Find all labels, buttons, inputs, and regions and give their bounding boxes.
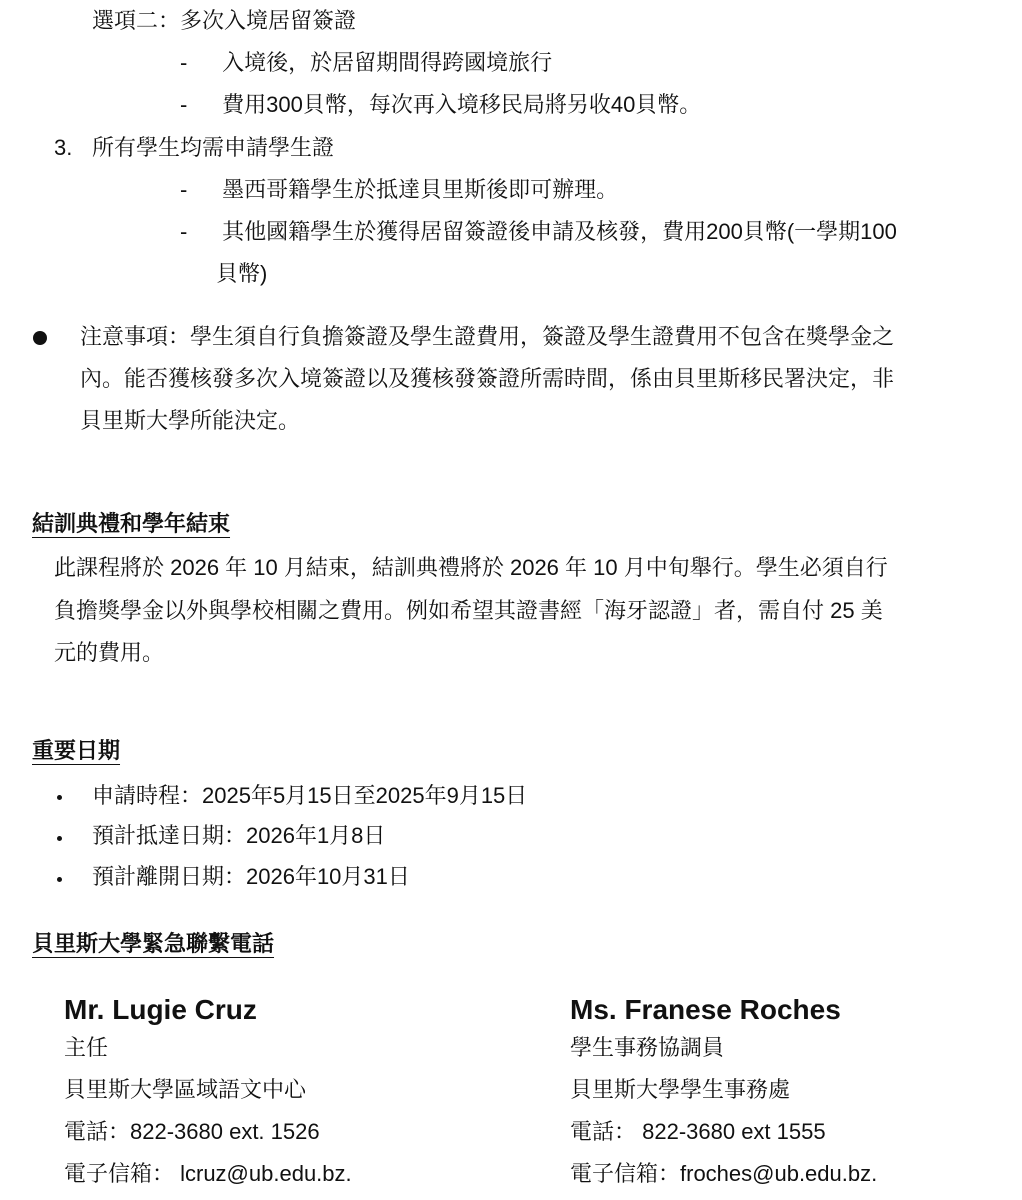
dash-marker: - [180,92,188,117]
option2-item-text: 費用300貝幣，每次再入境移民局將另收40貝幣。 [222,92,702,117]
contact-phone: 電話： 822-3680 ext 1555 [570,1119,826,1144]
dates-heading: 重要日期 [32,738,121,763]
contact-card [570,993,877,1195]
graduation-line: 元的費用。 [54,640,165,665]
dash-marker: - [180,219,188,244]
contact-org: 貝里斯大學學生事務處 [570,1077,791,1102]
bullet-icon [33,331,47,345]
option2-item-text: 入境後，於居留期間得跨國境旅行 [222,50,553,75]
bullet-icon [57,795,62,800]
contact-name: Mr. Lugie Cruz [64,994,257,1025]
graduation-heading: 結訓典禮和學年結束 [32,511,231,536]
contact-email: 電子信箱：froches@ub.edu.bz. [570,1161,878,1186]
item3-item-text: 其他國籍學生於獲得居留簽證後申請及核發，費用200貝幣(一學期100 [222,219,897,244]
item3-number: 3. [54,135,73,160]
item3-item [180,175,618,205]
graduation-line: 負擔獎學金以外與學校相關之費用。例如希望其證書經「海牙認證」者，需自付 25 美 [54,598,883,623]
contacts-heading: 貝里斯大學緊急聯繫電話 [32,931,275,956]
bullet-icon [57,877,62,882]
contact-org: 貝里斯大學區域語文中心 [64,1077,307,1102]
contact-email: 電子信箱： lcruz@ub.edu.bz. [64,1161,352,1186]
dash-marker: - [180,50,188,75]
contact-phone: 電話：822-3680 ext. 1526 [64,1119,320,1144]
date-item: 申請時程：2025年5月15日至2025年9月15日 [92,783,528,808]
option2-item [180,48,552,78]
bullet-icon [57,836,62,841]
item3-item-continuation: 貝幣) [216,261,268,286]
item3-title: 所有學生均需申請學生證 [92,135,335,160]
item3-item [180,217,897,247]
date-item: 預計抵達日期：2026年1月8日 [92,823,386,848]
notice-line: 內。能否獲核發多次入境簽證以及獲核發簽證所需時間，係由貝里斯移民署決定，非 [80,366,895,391]
contact-name: Ms. Franese Roches [570,994,841,1025]
option2-title: 選項二：多次入境居留簽證 [92,8,357,33]
contact-title: 學生事務協調員 [570,1035,725,1060]
notice-line: 注意事項：學生須自行負擔簽證及學生證費用，簽證及學生證費用不包含在獎學金之 [80,324,895,349]
contact-card [64,993,352,1195]
option2-item [180,90,701,120]
notice-line: 貝里斯大學所能決定。 [80,408,301,433]
contact-title: 主任 [64,1035,109,1060]
graduation-line: 此課程將於 2026 年 10 月結束，結訓典禮將於 2026 年 10 月中旬舉行。學生必須自行 [54,555,888,580]
item3-item-text: 墨西哥籍學生於抵達貝里斯後即可辦理。 [222,177,619,202]
dash-marker: - [180,177,188,202]
date-item: 預計離開日期：2026年10月31日 [92,864,410,889]
